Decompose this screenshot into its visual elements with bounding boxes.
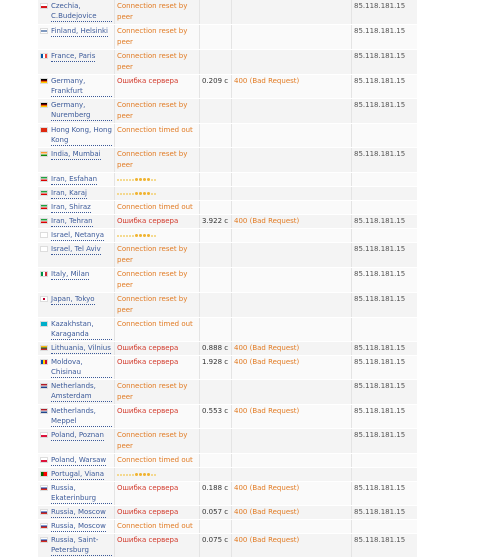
loading-dot [123, 193, 125, 195]
flag-ru-icon [40, 509, 48, 515]
status-text: Connection reset by peer [117, 431, 188, 450]
loading-dot [120, 474, 122, 476]
loading-dot [143, 473, 146, 476]
location-link[interactable]: Netherlands, Meppel [51, 406, 112, 427]
table-row [38, 429, 438, 454]
location-cell [38, 520, 115, 533]
http-response-cell: 400 (Bad Request) [232, 342, 352, 355]
status-cell [115, 342, 200, 355]
location-link[interactable]: Poland, Warsaw [51, 456, 107, 464]
response-time-cell [200, 318, 232, 341]
status-cell [115, 229, 200, 242]
location-cell [38, 75, 115, 98]
status-text: Ошибка сервера [117, 344, 179, 352]
location-cell [38, 506, 115, 519]
location-link[interactable]: Israel, Tel Aviv [51, 245, 101, 253]
loading-dot [154, 179, 156, 181]
table-row [38, 99, 438, 124]
status-cell [115, 318, 200, 341]
location-cell [38, 173, 115, 186]
flag-ir-icon [40, 190, 48, 196]
status-text: Ошибка сервера [117, 77, 179, 85]
response-time-cell: 0.553 с [200, 405, 232, 428]
status-text: Connection timed out [117, 126, 193, 134]
response-time-cell [200, 268, 232, 292]
status-cell [115, 243, 200, 267]
ip-address-cell: 85.118.181.15 [352, 380, 418, 404]
loading-dot [117, 193, 119, 195]
location-cell [38, 534, 115, 557]
loading-dot [120, 179, 122, 181]
http-response-cell [232, 268, 352, 292]
http-response-cell [232, 229, 352, 242]
loading-dot [139, 178, 142, 181]
http-response-cell: 400 (Bad Request) [232, 534, 352, 557]
status-cell [115, 293, 200, 317]
status-text: Connection reset by peer [117, 101, 188, 120]
response-time-cell [200, 429, 232, 453]
flag-pl-icon [40, 432, 48, 438]
http-response-cell: 400 (Bad Request) [232, 75, 352, 98]
table-row [38, 148, 438, 173]
status-cell [115, 25, 200, 49]
ip-address-cell: 85.118.181.15 [352, 482, 418, 505]
loading-dot [135, 192, 138, 195]
status-text: Ошибка сервера [117, 217, 179, 225]
loading-dot [135, 473, 138, 476]
location-link[interactable]: Iran, Karaj [51, 189, 87, 197]
http-response-cell: 400 (Bad Request) [232, 356, 352, 379]
status-text: Ошибка сервера [117, 508, 179, 516]
location-cell [38, 268, 115, 292]
http-response-cell [232, 454, 352, 467]
table-row [38, 215, 438, 229]
ip-address-cell: 85.118.181.15 [352, 50, 418, 74]
ip-address-cell: 85.118.181.15 [352, 506, 418, 519]
status-text: Connection reset by peer [117, 27, 188, 46]
location-cell [38, 380, 115, 404]
flag-cz-icon [40, 3, 48, 9]
location-cell [38, 243, 115, 267]
location-cell [38, 405, 115, 428]
status-cell [115, 75, 200, 98]
flag-pl-icon [40, 457, 48, 463]
location-link[interactable]: Germany, Nuremberg [51, 100, 112, 121]
table-row [38, 405, 438, 429]
loading-dot [139, 473, 142, 476]
ip-address-cell: 85.118.181.15 [352, 25, 418, 49]
http-response-cell: 400 (Bad Request) [232, 506, 352, 519]
status-cell [115, 0, 200, 24]
loading-dot [117, 235, 119, 237]
response-time-cell [200, 173, 232, 186]
location-link[interactable]: Russia, Moscow [51, 508, 106, 516]
status-cell [115, 482, 200, 505]
location-cell [38, 429, 115, 453]
table-row [38, 356, 438, 380]
flag-ru-icon [40, 485, 48, 491]
loading-dot [135, 178, 138, 181]
response-time-cell [200, 243, 232, 267]
response-time-cell: 0.188 с [200, 482, 232, 505]
status-text: Ошибка сервера [117, 536, 179, 544]
flag-nl-icon [40, 408, 48, 414]
status-cell [115, 268, 200, 292]
flag-jp-icon [40, 296, 48, 302]
status-text: Connection reset by peer [117, 150, 188, 169]
loading-dot [147, 473, 150, 476]
status-text: Ошибка сервера [117, 358, 179, 366]
location-link[interactable]: Israel, Netanya [51, 231, 105, 239]
status-cell [115, 124, 200, 147]
response-time-cell: 0.075 с [200, 534, 232, 557]
loading-dot [123, 235, 125, 237]
status-text: Connection timed out [117, 203, 193, 211]
location-link[interactable]: Poland, Poznan [51, 431, 104, 439]
loading-dot [151, 474, 153, 476]
flag-it-icon [40, 271, 48, 277]
ip-address-cell: 85.118.181.15 [352, 429, 418, 453]
http-response-cell [232, 429, 352, 453]
location-link[interactable]: Iran, Tehran [51, 217, 93, 225]
ip-address-cell: 85.118.181.15 [352, 405, 418, 428]
loading-dot [129, 193, 131, 195]
response-time-cell [200, 293, 232, 317]
loading-dot [129, 179, 131, 181]
table-row [38, 75, 438, 99]
status-cell [115, 50, 200, 74]
table-row [38, 0, 438, 25]
http-response-cell: 400 (Bad Request) [232, 405, 352, 428]
status-cell [115, 380, 200, 404]
loading-dot [135, 234, 138, 237]
flag-nl-icon [40, 383, 48, 389]
flag-fr-icon [40, 53, 48, 59]
table-row [38, 482, 438, 506]
location-cell [38, 293, 115, 317]
loading-indicator [117, 174, 197, 185]
location-link[interactable]: Netherlands, Amsterdam [51, 381, 112, 402]
location-cell [38, 215, 115, 228]
location-link[interactable]: Moldova, Chisinau [51, 357, 112, 378]
flag-ru-icon [40, 523, 48, 529]
status-text: Connection timed out [117, 456, 193, 464]
table-row [38, 243, 438, 268]
http-response-cell [232, 468, 352, 481]
location-link[interactable]: Germany, Frankfurt [51, 76, 112, 97]
loading-dot [147, 192, 150, 195]
table-row [38, 124, 438, 148]
http-response-cell: 400 (Bad Request) [232, 482, 352, 505]
loading-dot [120, 235, 122, 237]
ip-address-cell [352, 173, 418, 186]
flag-pt-icon [40, 471, 48, 477]
status-text: Connection reset by peer [117, 295, 188, 314]
status-text: Connection reset by peer [117, 52, 188, 71]
status-cell [115, 534, 200, 557]
flag-ir-icon [40, 176, 48, 182]
location-link[interactable]: Iran, Shiraz [51, 203, 91, 211]
table-row [38, 520, 438, 534]
table-row [38, 318, 438, 342]
ip-address-cell [352, 124, 418, 147]
flag-hk-icon [40, 127, 48, 133]
loading-dot [139, 192, 142, 195]
status-cell [115, 187, 200, 200]
flag-md-icon [40, 359, 48, 365]
flag-lt-icon [40, 345, 48, 351]
location-link[interactable]: Russia, Saint-Petersburg [51, 535, 112, 556]
location-link[interactable]: France, Paris [51, 52, 96, 60]
loading-dot [126, 179, 128, 181]
location-link[interactable]: Lithuania, Vilnius [51, 344, 111, 352]
flag-ir-icon [40, 204, 48, 210]
table-row [38, 201, 438, 215]
ip-address-cell: 85.118.181.15 [352, 268, 418, 292]
location-cell [38, 187, 115, 200]
ip-address-cell: 85.118.181.15 [352, 534, 418, 557]
status-cell [115, 201, 200, 214]
ip-address-cell: 85.118.181.15 [352, 148, 418, 172]
status-cell [115, 468, 200, 481]
loading-dot [151, 193, 153, 195]
response-time-cell [200, 468, 232, 481]
status-cell [115, 215, 200, 228]
table-row [38, 454, 438, 468]
ip-address-cell [352, 229, 418, 242]
loading-dot [151, 179, 153, 181]
location-cell [38, 25, 115, 49]
status-cell [115, 356, 200, 379]
table-row [38, 229, 438, 243]
ip-address-cell: 85.118.181.15 [352, 215, 418, 228]
loading-dot [123, 474, 125, 476]
table-row [38, 534, 438, 558]
http-response-cell [232, 25, 352, 49]
http-response-cell [232, 99, 352, 123]
loading-dot [132, 235, 134, 237]
response-time-cell: 0.888 с [200, 342, 232, 355]
loading-dot [147, 234, 150, 237]
loading-dot [132, 179, 134, 181]
ip-address-cell: 85.118.181.15 [352, 0, 418, 24]
response-time-cell: 1.928 с [200, 356, 232, 379]
http-response-cell [232, 380, 352, 404]
location-link[interactable]: Portugal, Viana [51, 470, 105, 478]
response-time-cell [200, 520, 232, 533]
location-cell [38, 201, 115, 214]
ip-address-cell [352, 520, 418, 533]
flag-de-icon [40, 78, 48, 84]
location-cell [38, 468, 115, 481]
loading-dot [143, 178, 146, 181]
http-response-cell [232, 243, 352, 267]
location-cell [38, 148, 115, 172]
table-row [38, 173, 438, 187]
status-cell [115, 148, 200, 172]
loading-dot [154, 474, 156, 476]
response-time-cell [200, 99, 232, 123]
table-row [38, 50, 438, 75]
location-link[interactable]: Iran, Esfahan [51, 175, 98, 183]
ip-address-cell [352, 454, 418, 467]
loading-dot [120, 193, 122, 195]
table-row [38, 342, 438, 356]
table-row [38, 25, 438, 50]
status-cell [115, 173, 200, 186]
http-response-cell [232, 148, 352, 172]
flag-ru-icon [40, 537, 48, 543]
ip-address-cell [352, 318, 418, 341]
status-text: Connection timed out [117, 320, 193, 328]
status-text: Ошибка сервера [117, 484, 179, 492]
location-link[interactable]: India, Mumbai [51, 150, 101, 158]
ip-address-cell: 85.118.181.15 [352, 356, 418, 379]
response-time-cell [200, 25, 232, 49]
ip-address-cell: 85.118.181.15 [352, 99, 418, 123]
table-row [38, 468, 438, 482]
location-cell [38, 318, 115, 341]
http-response-cell [232, 173, 352, 186]
http-response-cell [232, 50, 352, 74]
loading-indicator [117, 469, 197, 480]
table-row [38, 268, 438, 293]
status-text: Connection reset by peer [117, 270, 188, 289]
status-text: Connection reset by peer [117, 382, 188, 401]
response-time-cell [200, 229, 232, 242]
flag-il-icon [40, 232, 48, 238]
loading-dot [151, 235, 153, 237]
location-cell [38, 454, 115, 467]
http-response-cell [232, 201, 352, 214]
location-cell [38, 342, 115, 355]
response-time-cell [200, 187, 232, 200]
status-cell [115, 506, 200, 519]
table-row [38, 506, 438, 520]
status-text: Connection reset by peer [117, 2, 188, 21]
response-time-cell [200, 380, 232, 404]
loading-dot [126, 235, 128, 237]
loading-dot [154, 193, 156, 195]
location-cell [38, 50, 115, 74]
response-time-cell [200, 0, 232, 24]
status-text: Connection reset by peer [117, 245, 188, 264]
location-link[interactable]: Russia, Ekaterinburg [51, 483, 112, 504]
loading-dot [117, 179, 119, 181]
loading-dot [139, 234, 142, 237]
response-time-cell: 3.922 с [200, 215, 232, 228]
response-time-cell [200, 50, 232, 74]
location-link[interactable]: Hong Kong, Hong Kong [51, 126, 112, 144]
http-response-cell [232, 318, 352, 341]
response-time-cell [200, 124, 232, 147]
status-cell [115, 405, 200, 428]
flag-il-icon [40, 246, 48, 252]
location-link[interactable]: Czechia, C.Budejovice [51, 1, 112, 22]
location-cell [38, 356, 115, 379]
response-time-cell: 0.209 с [200, 75, 232, 98]
loading-dot [143, 192, 146, 195]
flag-ir-icon [40, 218, 48, 224]
location-cell [38, 482, 115, 505]
location-cell [38, 124, 115, 147]
status-text: Connection timed out [117, 522, 193, 530]
location-link[interactable]: Kazakhstan, Karaganda [51, 319, 112, 340]
loading-dot [129, 235, 131, 237]
loading-indicator [117, 230, 197, 241]
ip-address-cell: 85.118.181.15 [352, 243, 418, 267]
status-text: Ошибка сервера [117, 407, 179, 415]
status-cell [115, 429, 200, 453]
response-time-cell [200, 454, 232, 467]
ip-address-cell: 85.118.181.15 [352, 293, 418, 317]
check-results-table [38, 0, 438, 558]
flag-kz-icon [40, 321, 48, 327]
response-time-cell [200, 201, 232, 214]
loading-dot [132, 474, 134, 476]
ip-address-cell [352, 468, 418, 481]
location-link[interactable]: Russia, Moscow [51, 522, 106, 530]
loading-dot [147, 178, 150, 181]
location-link[interactable]: Japan, Tokyo [51, 295, 95, 303]
ip-address-cell: 85.118.181.15 [352, 75, 418, 98]
status-cell [115, 99, 200, 123]
http-response-cell: 400 (Bad Request) [232, 215, 352, 228]
ip-address-cell [352, 201, 418, 214]
status-cell [115, 520, 200, 533]
location-link[interactable]: Italy, Milan [51, 270, 90, 278]
ip-address-cell: 85.118.181.15 [352, 342, 418, 355]
loading-dot [123, 179, 125, 181]
table-row [38, 293, 438, 318]
location-cell [38, 99, 115, 123]
status-cell [115, 454, 200, 467]
http-response-cell [232, 293, 352, 317]
location-link[interactable]: Finland, Helsinki [51, 27, 109, 35]
table-row [38, 187, 438, 201]
http-response-cell [232, 520, 352, 533]
response-time-cell [200, 148, 232, 172]
loading-dot [126, 193, 128, 195]
location-cell [38, 0, 115, 24]
http-response-cell [232, 0, 352, 24]
response-time-cell: 0.057 с [200, 506, 232, 519]
http-response-cell [232, 187, 352, 200]
loading-dot [132, 193, 134, 195]
flag-in-icon [40, 151, 48, 157]
loading-dot [154, 235, 156, 237]
loading-indicator [117, 188, 197, 199]
location-cell [38, 229, 115, 242]
loading-dot [117, 474, 119, 476]
loading-dot [129, 474, 131, 476]
loading-dot [126, 474, 128, 476]
flag-de-icon [40, 102, 48, 108]
table-row [38, 380, 438, 405]
http-response-cell [232, 124, 352, 147]
ip-address-cell [352, 187, 418, 200]
flag-fi-icon [40, 28, 48, 34]
loading-dot [143, 234, 146, 237]
